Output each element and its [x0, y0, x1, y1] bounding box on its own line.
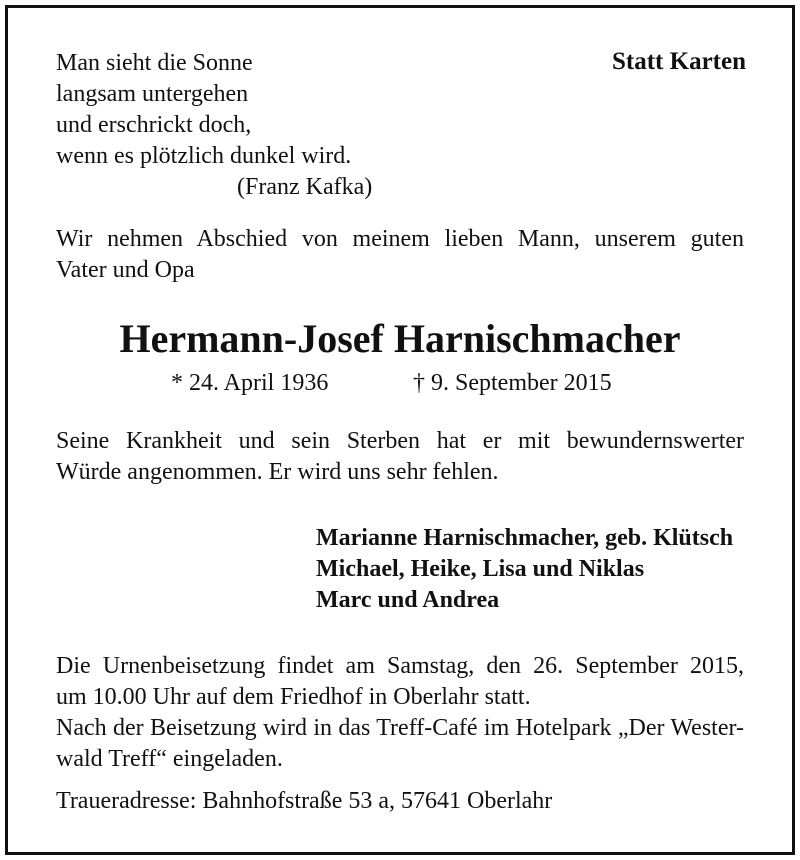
intro-line: Vater und Opa — [56, 257, 195, 283]
funeral-line: Die Urnenbeisetzung findet am Samstag, den 26. September 2015, — [56, 653, 744, 679]
deceased-name: Hermann-Josef Harnischmacher — [119, 316, 681, 361]
funeral-details — [56, 651, 744, 775]
poem — [56, 48, 351, 172]
poem-line: und erschrickt doch, — [56, 112, 252, 138]
family-line: Michael, Heike, Lisa und Niklas — [316, 556, 645, 582]
statt-karten-heading: Statt Karten — [612, 48, 746, 75]
family-signatures — [316, 523, 733, 616]
poem-author: (Franz Kafka) — [237, 174, 373, 200]
funeral-line: wald Treff“ eingeladen. — [56, 746, 283, 772]
poem-line: wenn es plötzlich dunkel wird. — [56, 143, 352, 169]
funeral-line: Nach der Beisetzung wird in das Treff-Café im Hotelpark „Der Wester- — [56, 715, 744, 741]
funeral-line: um 10.00 Uhr auf dem Friedhof in Oberlahr statt. — [56, 684, 531, 710]
family-line: Marianne Harnischmacher, geb. Klütsch — [316, 525, 734, 551]
intro-line: Wir nehmen Abschied von meinem lieben Mann, unserem guten — [56, 226, 744, 252]
death-date: † 9. September 2015 — [413, 370, 612, 396]
mourning-address: Traueradresse: Bahnhofstraße 53 a, 57641 Oberlahr — [56, 788, 553, 814]
poem-line: Man sieht die Sonne — [56, 50, 253, 76]
tribute-line: Würde angenommen. Er wird uns sehr fehlen. — [56, 459, 499, 485]
tribute-line: Seine Krankheit und sein Sterben hat er mit bewundernswerter — [56, 428, 744, 454]
family-line: Marc und Andrea — [316, 587, 500, 613]
poem-line: langsam untergehen — [56, 81, 249, 107]
tribute-text — [56, 426, 744, 488]
intro-text — [56, 224, 744, 286]
birth-date: * 24. April 1936 — [171, 370, 329, 396]
